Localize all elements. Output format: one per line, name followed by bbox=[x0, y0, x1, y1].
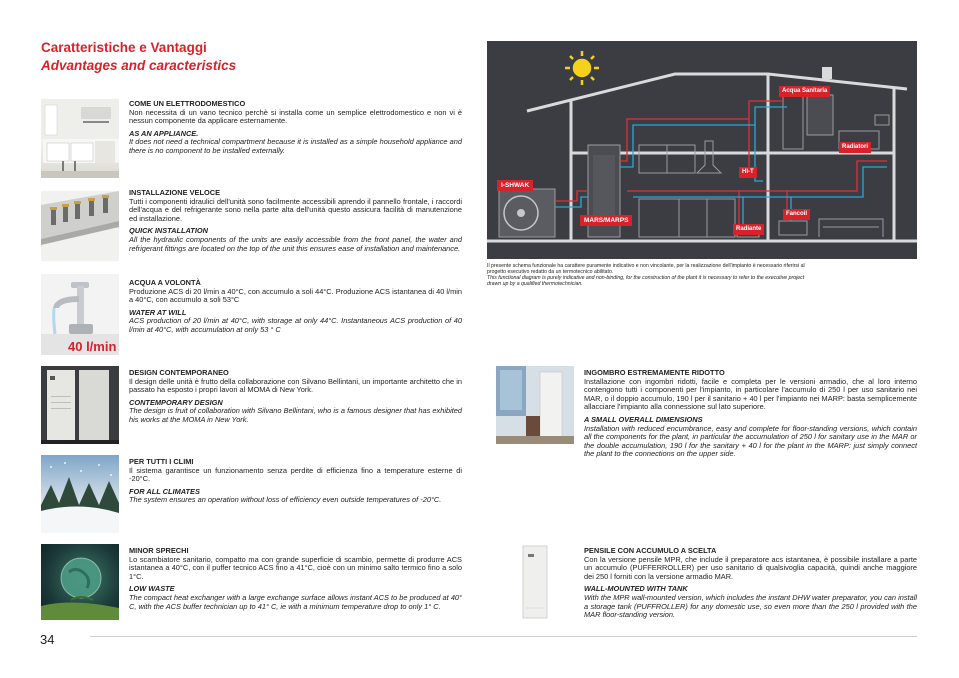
feature-wall-mounted-title-en: WALL-MOUNTED WITH TANK bbox=[584, 584, 688, 594]
feature-climates bbox=[129, 458, 462, 505]
feature-design-title-en: CONTEMPORARY DESIGN bbox=[129, 397, 223, 407]
feature-low-waste-text-en: The compact heat exchanger with a large exchange surface allows instant ACS to be produced at 40° C, with the ACS buffer technician up to 41° C, ie with a minimum temperature drop to only 1° C. bbox=[129, 592, 462, 611]
feature-water-title-en: WATER AT WILL bbox=[129, 307, 187, 317]
feature-dimensions bbox=[584, 369, 917, 459]
feature-climates-title: PER TUTTI I CLIMI bbox=[129, 457, 194, 466]
feature-quick-install-title: INSTALLAZIONE VELOCE bbox=[129, 188, 221, 197]
feature-design-title: DESIGN CONTEMPORANEO bbox=[129, 368, 229, 377]
label-hit: HI-T bbox=[739, 167, 757, 178]
kitchen-thumbnail bbox=[41, 99, 119, 178]
label-acqua-sanitaria: Acqua Sanitaria bbox=[779, 86, 830, 97]
cabinet-thumbnail bbox=[41, 366, 119, 444]
feature-low-waste-title: MINOR SPRECHI bbox=[129, 546, 189, 555]
room-thumbnail bbox=[496, 366, 574, 444]
feature-design-text: Il design delle unità è frutto della collaborazione con Silvano Bellintani, un importante architetto che in passato ha esposto i propri lavori al MOMA di New York. bbox=[129, 376, 462, 395]
diagram-disclaimer-en: This functional diagram is purely indicative and non-binding, for the construction of the plant it is necessary to refer to the executive project drawn up by a qualified thermotechnician. bbox=[487, 275, 805, 287]
feature-design-text-en: The design is fruit of collaboration with Silvano Bellintani, who is a famous designer that has exhibited his works at the MOMA in New York. bbox=[129, 406, 462, 424]
label-radiatori: Radiatori bbox=[839, 142, 871, 153]
label-fancoil: Fancoil bbox=[783, 209, 810, 220]
footer-divider bbox=[90, 636, 917, 637]
diagram-disclaimer-it: Il presente schema funzionale ha carattere puramente indicativo e non vincolante, per la realizzazione dell'impianto è necessario riferirsi al progetto esecutivo redatto da un termotecnico abilitato. bbox=[487, 263, 805, 275]
title-english: Advantages and caracteristics bbox=[41, 58, 237, 73]
globe-thumbnail bbox=[41, 544, 119, 620]
feature-appliance-text: Non necessita di un vano tecnico perchè si installa come un semplice elettrodomestico e non vi è nessun componente da applicare esternamente. bbox=[129, 107, 462, 126]
snow-thumbnail bbox=[41, 455, 119, 533]
feature-climates-title-en: FOR ALL CLIMATES bbox=[129, 486, 200, 496]
feature-wall-mounted bbox=[584, 547, 917, 620]
feature-water bbox=[129, 279, 462, 335]
feature-design bbox=[129, 369, 462, 425]
feature-climates-text-en: The system ensures an operation without loss of efficiency even outside temperatures of -20°C. bbox=[129, 495, 442, 505]
label-ishwak: I-SHWAK bbox=[497, 180, 533, 191]
faucet-thumbnail bbox=[41, 274, 119, 355]
feature-low-waste-text: Lo scambiatore sanitario, compatto ma con grande superficie di scambio, permette di produrre ACS istantanea a 40°C, con il puffer tecnico ACS fino a 41°C, cioè con un minimo salto termico fino a solo 1°C. bbox=[129, 554, 462, 581]
feature-quick-install-text-en: All the hydraulic components of the units are easily accessible from the front panel, the water and refrigerant fittings are located on the top of the unit this ensures ease of installation and maintenance. bbox=[129, 234, 462, 253]
diagram-disclaimer bbox=[487, 263, 807, 287]
feature-appliance bbox=[129, 100, 462, 156]
feature-appliance-text-en: It does not need a technical compartment because it is installed as a simple household appliance and there is no component to be installed externally. bbox=[129, 137, 462, 155]
feature-wall-mounted-text-en: With the MPR wall-mounted version, which includes the instant DHW water preparator, you can install a storage tank (PUFFROLLER) for any domestic use, so even more than the 250 l provided with the MAR floor-standing version. bbox=[584, 592, 917, 620]
feature-quick-install-text: Tutti i componenti idraulici dell'unità sono facilmente accessibili aprendo il pannello frontale, i raccordi dell'acqua e del refrigerante sono nella parte alta dell'unità questo assicura facilità di manutenzione ed installazione. bbox=[129, 196, 462, 223]
feature-appliance-title: COME UN ELETTRODOMESTICO bbox=[129, 99, 246, 108]
feature-appliance-title-en: AS AN APPLIANCE. bbox=[129, 128, 199, 138]
flow-badge: 40 l/min bbox=[68, 339, 117, 354]
feature-climates-text: Il sistema garantisce un funzionamento senza perdite di efficienza fino a temperature esterne di -20°C. bbox=[129, 465, 462, 484]
feature-water-title: ACQUA A VOLONTÀ bbox=[129, 278, 201, 287]
feature-dimensions-text-en: Installation with reduced encumbrance, easy and complete for floor-standing versions, which contain all the components for the plant, in particular the accumulation of 250 l for sanitary use in the MAR or the double accumulation, 190 l for the sanitary + 40 l for the plant in the MARP: just simply connect the plant to the connections on the upper side. bbox=[584, 423, 917, 459]
sun-icon bbox=[565, 51, 599, 85]
feature-low-waste bbox=[129, 547, 462, 611]
feature-dimensions-title-en: A SMALL OVERALL DIMENSIONS bbox=[584, 414, 703, 424]
fittings-thumbnail bbox=[41, 191, 119, 261]
wall-unit-thumbnail bbox=[520, 544, 550, 620]
page-number: 34 bbox=[40, 632, 55, 647]
feature-quick-install-title-en: QUICK INSTALLATION bbox=[129, 226, 208, 236]
feature-quick-install bbox=[129, 189, 462, 253]
feature-water-text-en: ACS production of 20 l/min at 40°C, with storage at only 44°C. Instantaneous ACS production of 40 l/min at 40°C, with accumulation at only 53 ° C bbox=[129, 316, 462, 334]
label-mars: MARS/MARPS bbox=[580, 215, 632, 226]
installation-diagram bbox=[487, 41, 917, 259]
feature-wall-mounted-text: Con la versione pensile MPR, che include il preparatore acs istantanea, è possibile installare a parte un accumulo (PUFFERROLLER) per uso sanitario di qualsivoglia capacità, quindi anche maggiore dei 250 l forniti con la versione armadio MAR. bbox=[584, 554, 917, 581]
feature-water-text: Produzione ACS di 20 l/min a 40°C, con accumulo a soli 44°C. Produzione ACS istantanea di 40 l/min a 40°C, con accumulo a soli 53°C bbox=[129, 286, 462, 305]
label-radiante: Radiante bbox=[733, 224, 764, 235]
feature-dimensions-title: INGOMBRO ESTREMAMENTE RIDOTTO bbox=[584, 368, 725, 377]
feature-low-waste-title-en: LOW WASTE bbox=[129, 584, 175, 594]
feature-wall-mounted-title: PENSILE CON ACCUMULO A SCELTA bbox=[584, 546, 717, 555]
title-italian: Caratteristiche e Vantaggi bbox=[41, 40, 207, 55]
feature-dimensions-text: Installazione con ingombri ridotti, facile e completa per le versioni armadio, che al loro interno contengono tutti i componenti per l'impianto, in particolare l'accumulo di 250 l per uso sanitario nei MAR, o il doppio accumulo, 190 l per il sanitario + 40 l per l'impianto nei MARP: basta semplicemente allacciare l'impianto alla connessione sul lato superiore. bbox=[584, 376, 917, 412]
